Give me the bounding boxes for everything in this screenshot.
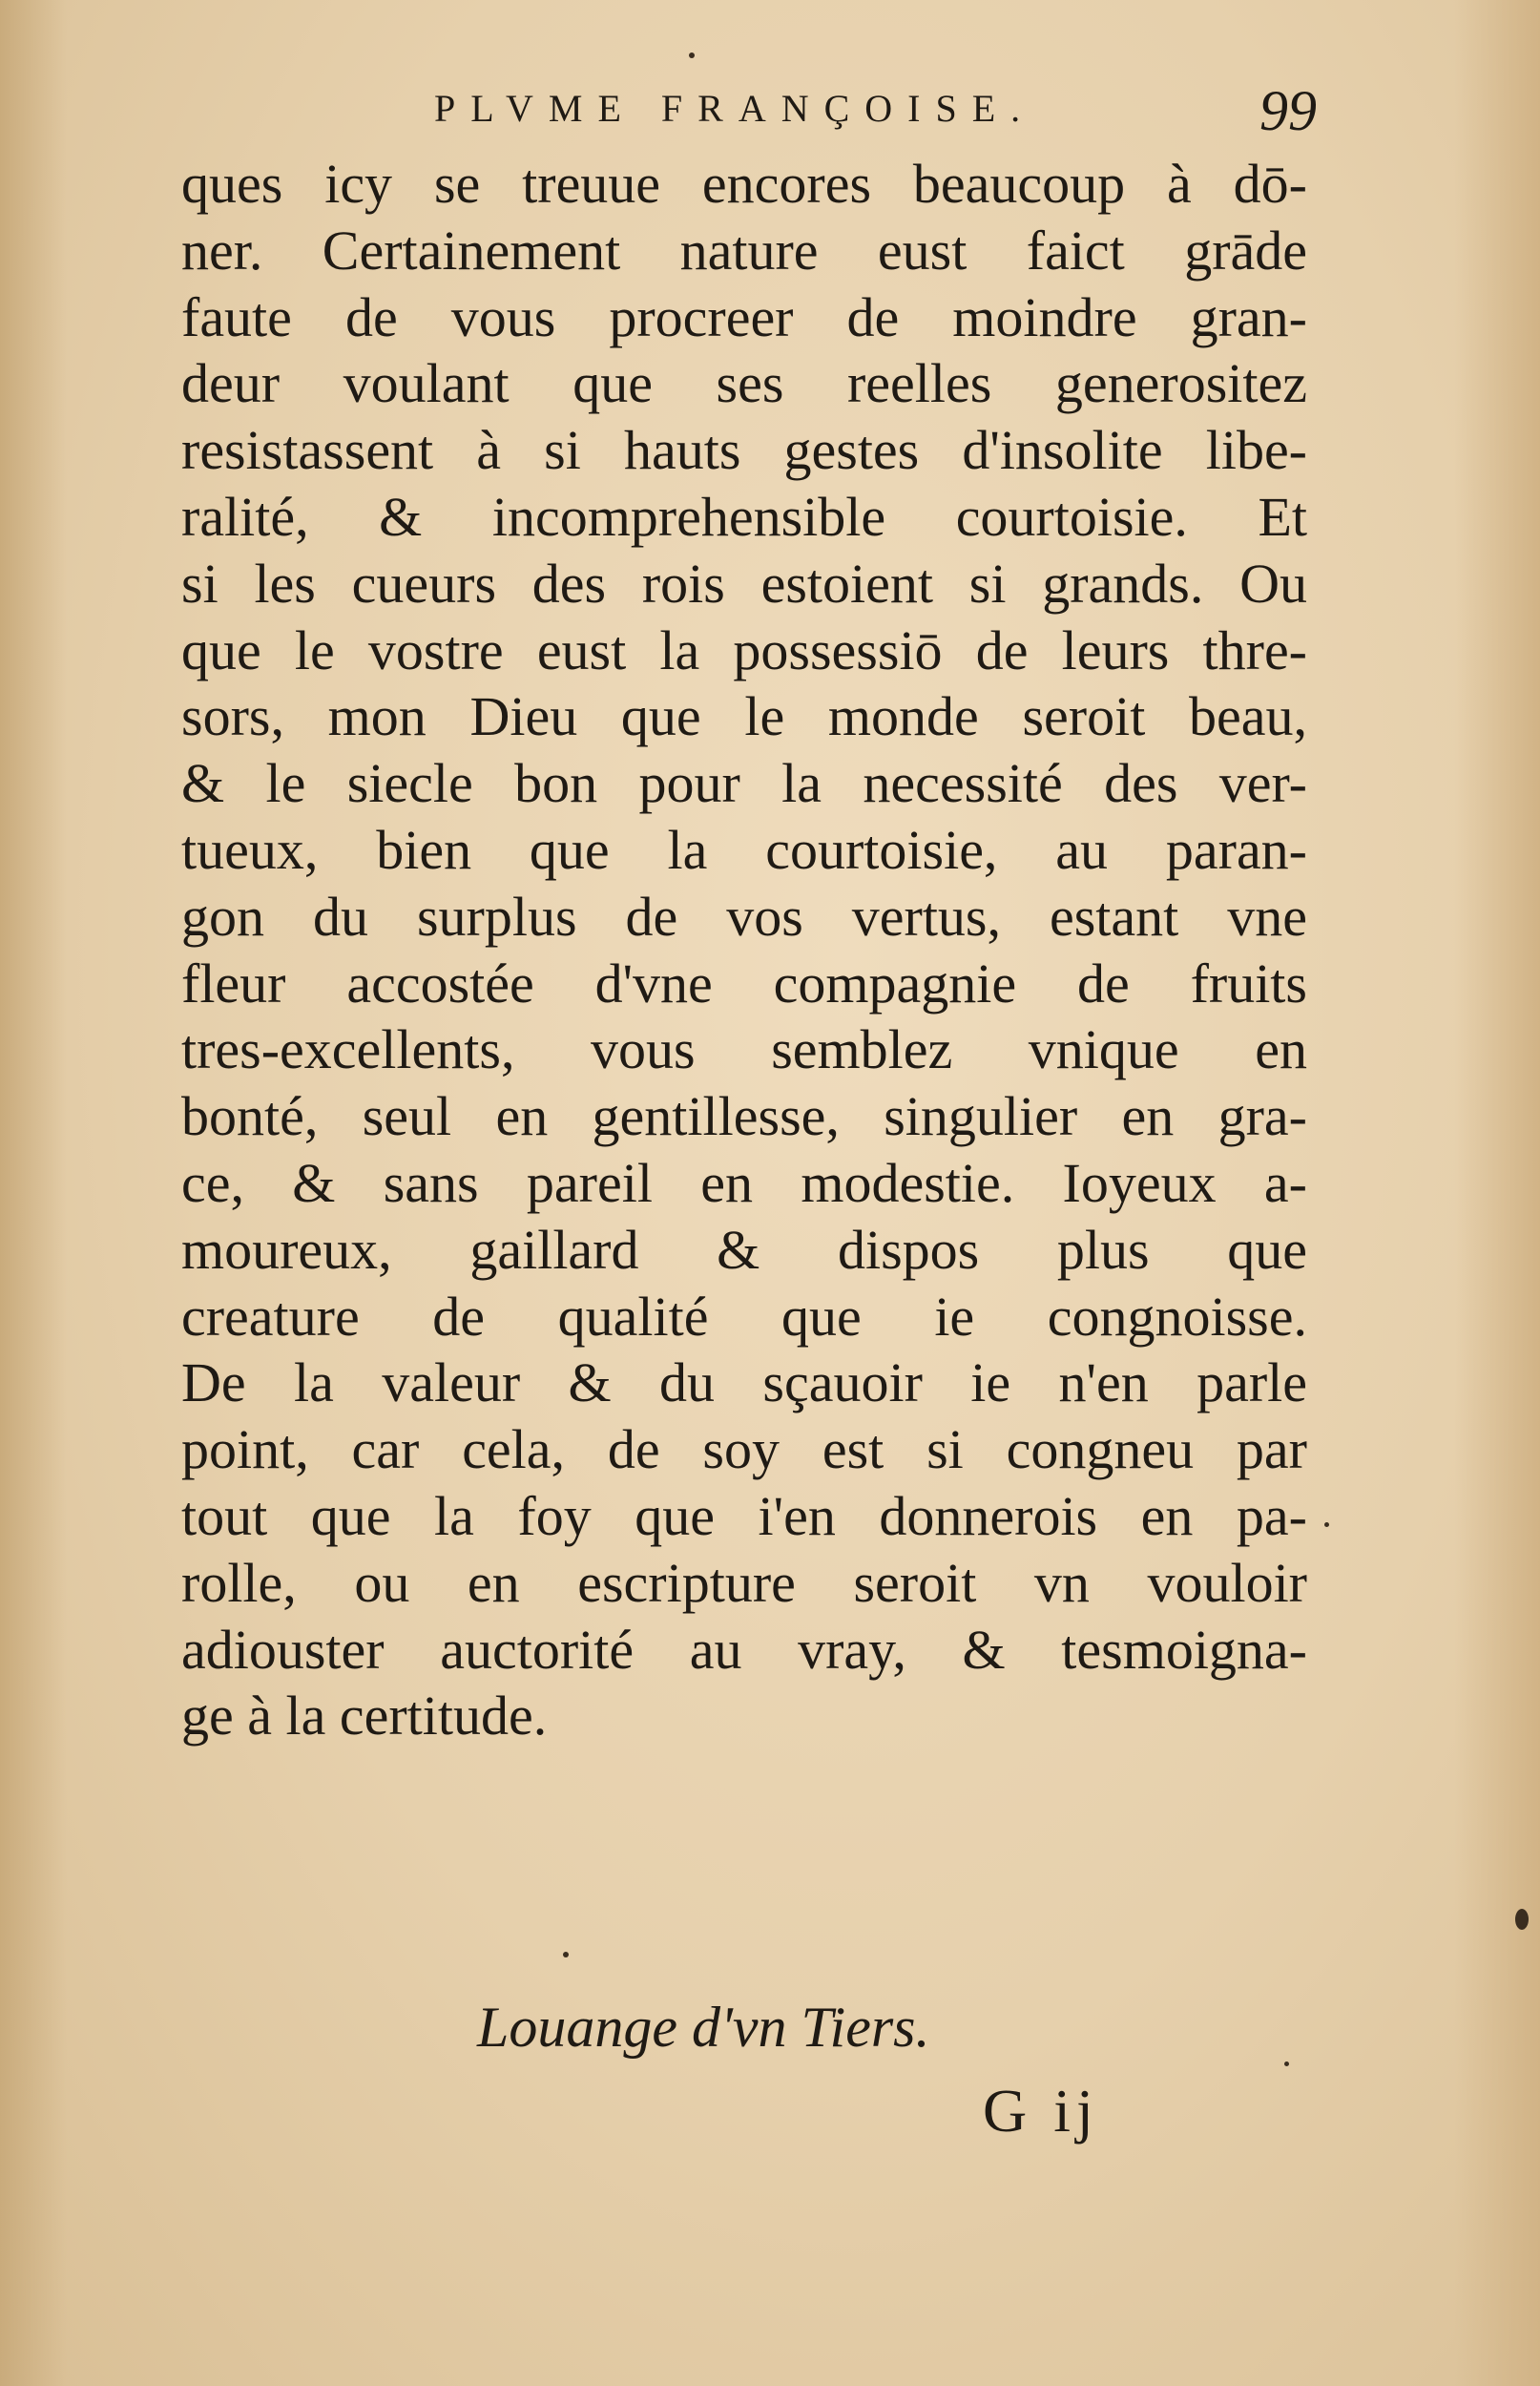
text-line: tout que la foy que i'en donnerois en pa-	[181, 1484, 1307, 1547]
signature-mark: G ij	[983, 2077, 1099, 2145]
ink-speck	[1324, 1522, 1329, 1527]
text-line: bonté, seul en gentillesse, singulier en gra-	[181, 1085, 1307, 1148]
page-shadow-right	[1454, 0, 1540, 2386]
text-line: ner. Certainement nature eust faict grāde	[181, 219, 1307, 282]
text-line: sors, mon Dieu que le monde seroit beau,	[181, 685, 1307, 748]
text-line: & le siecle bon pour la necessité des ver-	[181, 752, 1307, 815]
body-text	[181, 151, 1307, 1749]
text-line: tueux, bien que la courtoisie, au paran-	[181, 818, 1307, 881]
text-line: point, car cela, de soy est si congneu par	[181, 1418, 1307, 1481]
text-line: rolle, ou en escripture seroit vn vouloir	[181, 1551, 1307, 1614]
ink-speck	[1515, 1909, 1529, 1930]
text-line: fleur accostée d'vne compagnie de fruits	[181, 952, 1307, 1015]
text-line: De la valeur & du sçauoir ie n'en parle	[181, 1351, 1307, 1414]
page-number: 99	[1259, 79, 1317, 142]
text-line: que le vostre eust la possessiō de leurs thre-	[181, 618, 1307, 681]
page-header	[191, 78, 1317, 145]
section-heading: Louange d'vn Tiers.	[477, 1996, 930, 2059]
ink-speck	[689, 52, 695, 58]
text-line: creature de qualité que ie congnoisse.	[181, 1285, 1307, 1348]
text-line: ce, & sans pareil en modestie. Ioyeux a-	[181, 1151, 1307, 1214]
ink-speck	[1284, 2062, 1289, 2066]
text-line: adiouster auctorité au vray, & tesmoigna-	[181, 1618, 1307, 1681]
text-line: tres-excellents, vous semblez vnique en	[181, 1018, 1307, 1081]
text-line: si les cueurs des rois estoient si grands. Ou	[181, 552, 1307, 615]
text-line: moureux, gaillard & dispos plus que	[181, 1218, 1307, 1281]
text-line: resistassent à si hauts gestes d'insolite libe-	[181, 419, 1307, 482]
text-line: ques icy se treuue encores beaucoup à dō-	[181, 153, 1307, 215]
text-line: gon du surplus de vos vertus, estant vne	[181, 885, 1307, 948]
text-line: ge à la certitude.	[181, 1685, 548, 1748]
running-title: PLVME FRANÇOISE.	[434, 87, 1036, 130]
text-line: deur voulant que ses reelles generositez	[181, 352, 1307, 415]
page-shadow-left	[0, 0, 67, 2386]
text-line: faute de vous procreer de moindre gran-	[181, 285, 1307, 348]
ink-speck	[563, 1952, 569, 1957]
text-line: ralité, & incomprehensible courtoisie. Et	[181, 485, 1307, 548]
